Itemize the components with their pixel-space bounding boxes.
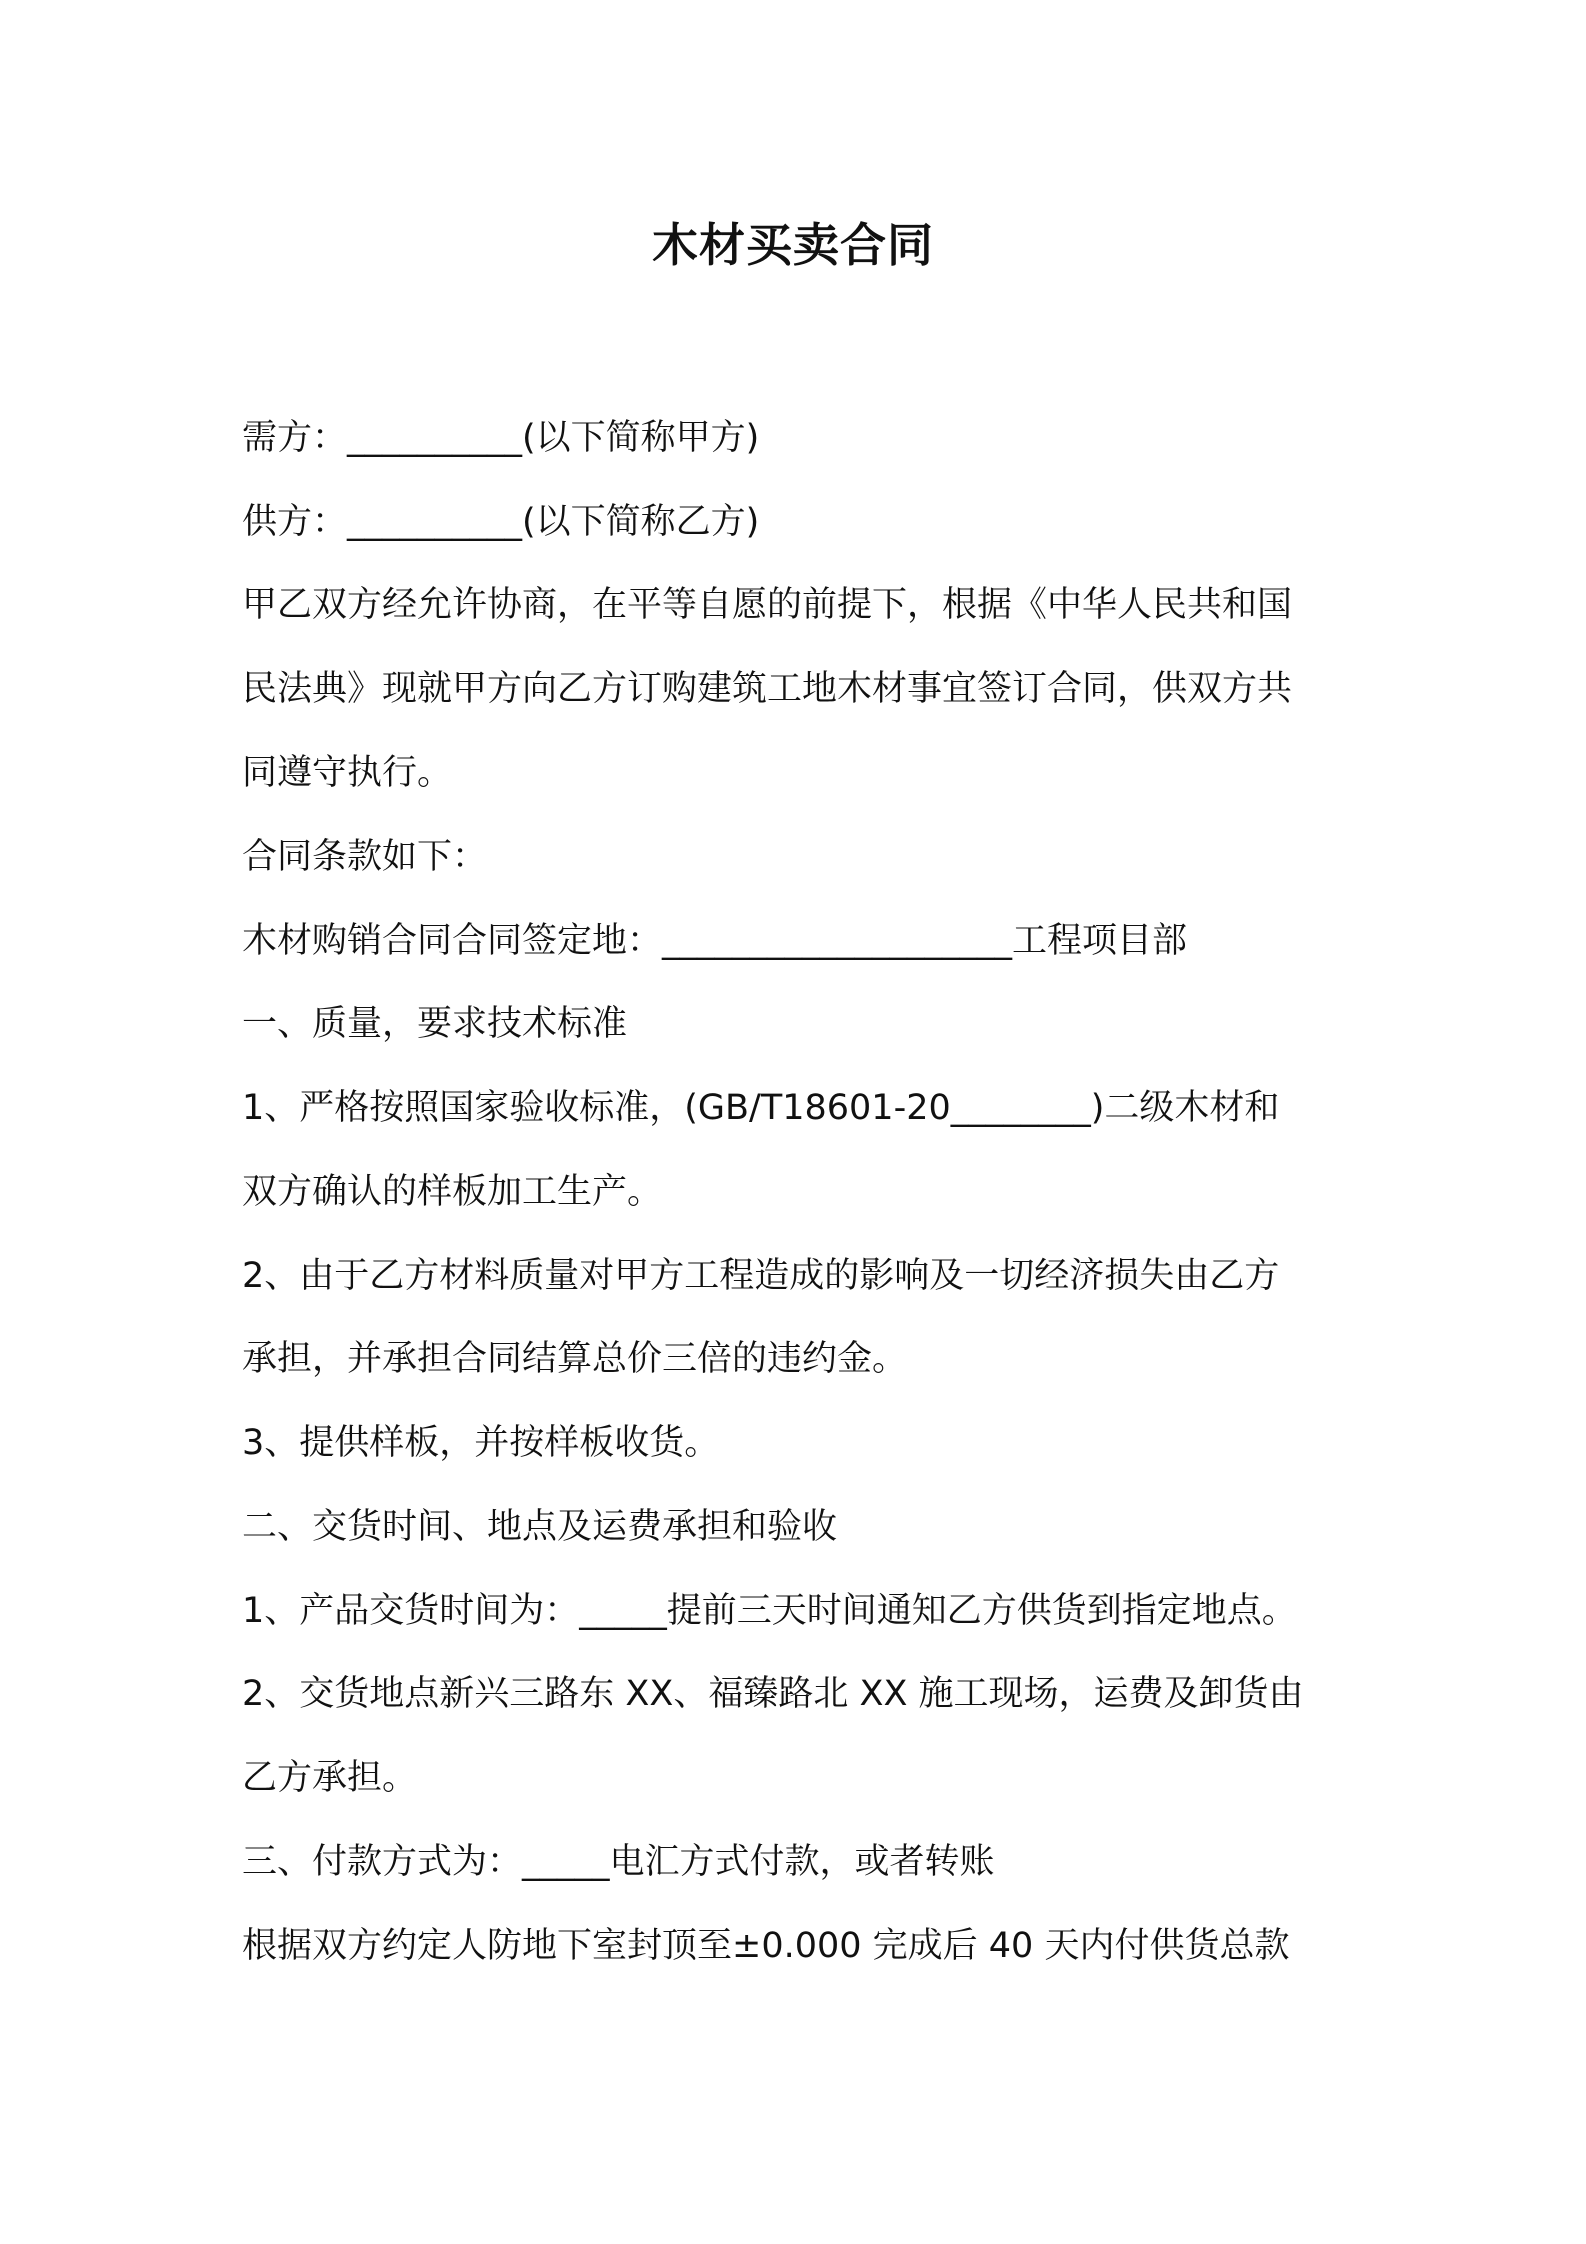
- clause-1-1-line-1: 1、严格按照国家验收标准，(GB/T18601-20________)二级木材和: [242, 1088, 1280, 1128]
- terms-intro: 合同条款如下：: [242, 837, 488, 877]
- section-1-heading: 一、质量，要求技术标准: [242, 1004, 628, 1044]
- preamble-line-1: 甲乙双方经允许协商，在平等自愿的前提下，根据《中华人民共和国: [242, 585, 1293, 625]
- document-title: 木材买卖合同: [652, 218, 934, 272]
- clause-1-1-line-2: 双方确认的样板加工生产。: [242, 1172, 663, 1212]
- payment-terms-line: 根据双方约定人防地下室封顶至±0.000 完成后 40 天内付供货总款: [242, 1926, 1290, 1966]
- clause-1-2-line-1: 2、由于乙方材料质量对甲方工程造成的影响及一切经济损失由乙方: [242, 1256, 1280, 1296]
- preamble-line-3: 同遵守执行。: [242, 753, 453, 793]
- clause-2-2-line-1: 2、交货地点新兴三路东 XX、福臻路北 XX 施工现场，运费及卸货由: [242, 1674, 1304, 1714]
- section-2-heading: 二、交货时间、地点及运费承担和验收: [242, 1507, 838, 1547]
- signing-place-line: 木材购销合同合同签定地：____________________工程项目部: [242, 921, 1188, 961]
- clause-2-2-line-2: 乙方承担。: [242, 1758, 418, 1798]
- buyer-line: 需方：__________(以下简称甲方): [242, 418, 760, 458]
- preamble-line-2: 民法典》现就甲方向乙方订购建筑工地木材事宜签订合同，供双方共: [242, 669, 1293, 709]
- clause-1-2-line-2: 承担，并承担合同结算总价三倍的违约金。: [242, 1339, 908, 1379]
- clause-2-1: 1、产品交货时间为：_____提前三天时间通知乙方供货到指定地点。: [242, 1591, 1297, 1631]
- section-3-heading: 三、付款方式为：_____电汇方式付款，或者转账: [242, 1842, 995, 1882]
- supplier-line: 供方：__________(以下简称乙方): [242, 502, 760, 542]
- clause-1-3: 3、提供样板，并按样板收货。: [242, 1423, 720, 1463]
